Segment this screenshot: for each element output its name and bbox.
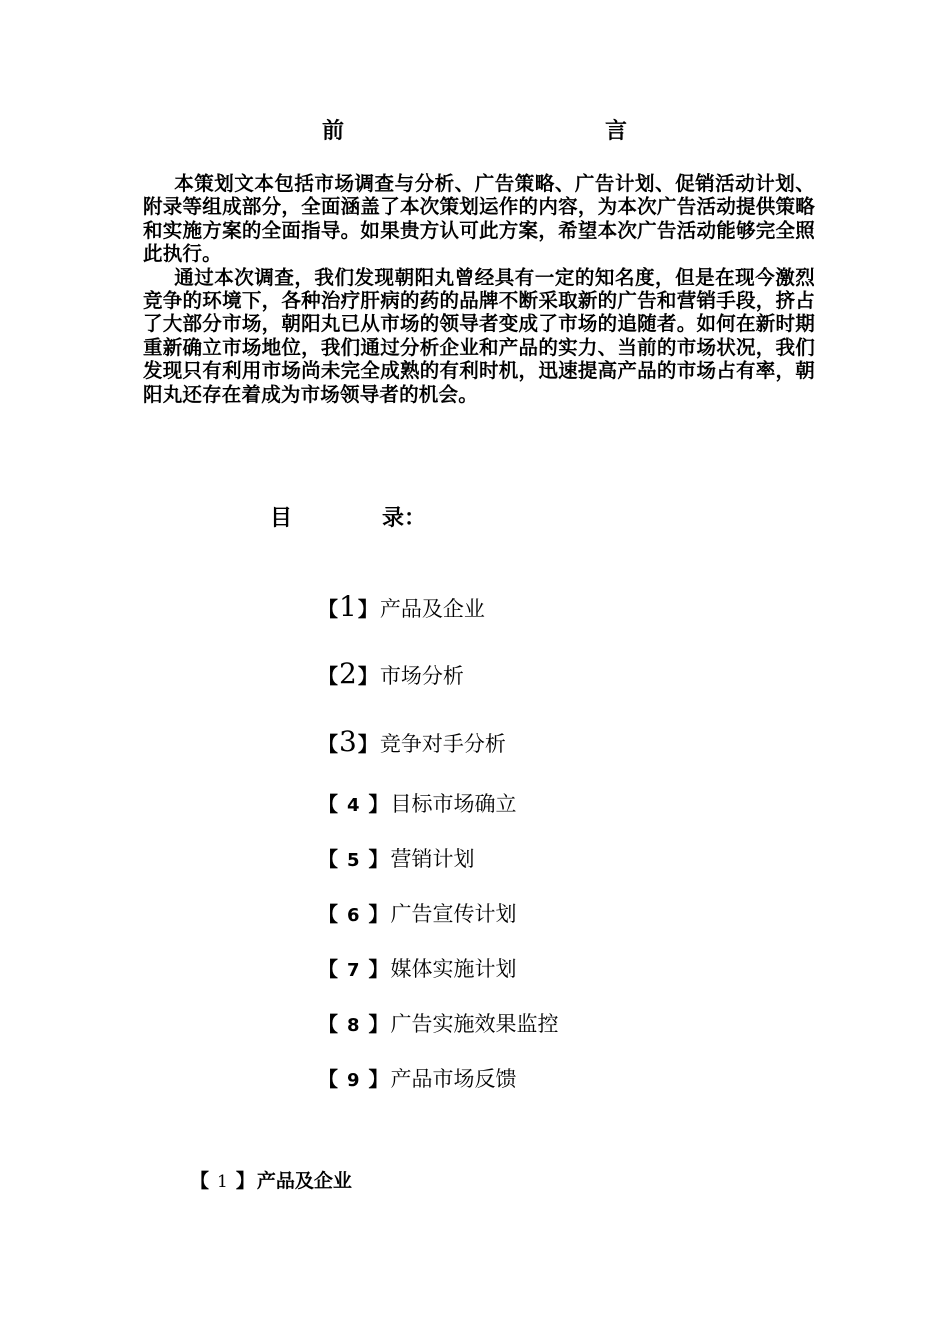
toc-item-9[interactable] — [318, 1063, 517, 1093]
section-bracket-open: 【 — [190, 1170, 210, 1192]
section-label: 产品及企业 — [256, 1170, 352, 1192]
toc-item-number: 7 — [347, 960, 360, 981]
toc-item-number: 9 — [347, 1070, 360, 1091]
toc-item-7[interactable] — [318, 953, 517, 983]
preface-paragraph: 本策划文本包括市场调查与分析、广告策略、广告计划、促销活动计划、附录等组成部分，全面涵盖了本次策划运作的内容，为本次广告活动提供策略和实施方案的全面指导。如果贵方认可此方案，希望本次广告活动能够完全照此执行。 — [143, 172, 815, 266]
toc-bracket-open: 【 — [318, 847, 338, 871]
toc-title-left: 目 — [270, 506, 293, 531]
toc-item-number: 5 — [347, 850, 360, 871]
toc-item-label: 竞争对手分析 — [379, 732, 506, 756]
toc-bracket-close: 】 — [368, 847, 389, 871]
toc-bracket-open: 【 — [318, 792, 338, 816]
toc-bracket-open: 【 — [318, 597, 338, 621]
toc-bracket-close: 】 — [368, 957, 389, 981]
toc-item-5[interactable] — [318, 843, 475, 873]
toc-bracket-open: 【 — [318, 732, 338, 756]
toc-item-label: 产品市场反馈 — [390, 1067, 517, 1091]
toc-title-right: 录： — [382, 506, 427, 531]
section-heading — [190, 1166, 352, 1193]
toc-item-number: 1 — [339, 590, 357, 623]
toc-item-number: 8 — [347, 1015, 360, 1036]
section-number: 1 — [217, 1172, 228, 1192]
section-bracket-close: 】 — [235, 1170, 255, 1192]
toc-item-label: 营销计划 — [390, 847, 475, 871]
toc-bracket-close: 】 — [357, 597, 378, 621]
toc-bracket-close: 】 — [368, 1067, 389, 1091]
toc-bracket-open: 【 — [318, 902, 338, 926]
toc-item-label: 广告宣传计划 — [390, 902, 517, 926]
toc-bracket-close: 】 — [357, 732, 378, 756]
preface-body — [143, 172, 815, 406]
toc-item-6[interactable] — [318, 898, 517, 928]
toc-item-number: 6 — [347, 905, 360, 926]
preface-title-left: 前 — [322, 119, 345, 144]
toc-item-8[interactable] — [318, 1008, 559, 1038]
toc-bracket-close: 】 — [368, 1012, 389, 1036]
toc-item-2[interactable] — [318, 657, 464, 690]
preface-title-right: 言 — [605, 119, 628, 144]
toc-bracket-close: 】 — [368, 792, 389, 816]
toc-item-4[interactable] — [318, 788, 517, 818]
toc-item-number: 4 — [347, 795, 360, 816]
toc-bracket-open: 【 — [318, 957, 338, 981]
toc-item-label: 媒体实施计划 — [390, 957, 517, 981]
toc-bracket-close: 】 — [357, 664, 378, 688]
toc-item-number: 2 — [339, 657, 357, 690]
toc-bracket-open: 【 — [318, 1067, 338, 1091]
toc-item-label: 产品及企业 — [379, 597, 485, 621]
toc-bracket-close: 】 — [368, 902, 389, 926]
toc-bracket-open: 【 — [318, 1012, 338, 1036]
toc-item-label: 目标市场确立 — [390, 792, 517, 816]
toc-item-1[interactable] — [318, 590, 485, 623]
toc-item-3[interactable] — [318, 725, 506, 758]
toc-item-label: 广告实施效果监控 — [390, 1012, 559, 1036]
toc-item-number: 3 — [339, 725, 357, 758]
toc-bracket-open: 【 — [318, 664, 338, 688]
toc-item-label: 市场分析 — [379, 664, 464, 688]
preface-paragraph: 通过本次调查，我们发现朝阳丸曾经具有一定的知名度，但是在现今激烈竞争的环境下，各种治疗肝病的药的品牌不断采取新的广告和营销手段，挤占了大部分市场，朝阳丸已从市场的领导者变成了市场的追随者。如何在新时期重新确立市场地位，我们通过分析企业和产品的实力、当前的市场状况，我们发现只有利用市场尚未完全成熟的有利时机，迅速提高产品的市场占有率，朝阳丸还存在着成为市场领导者的机会。 — [143, 265, 815, 406]
